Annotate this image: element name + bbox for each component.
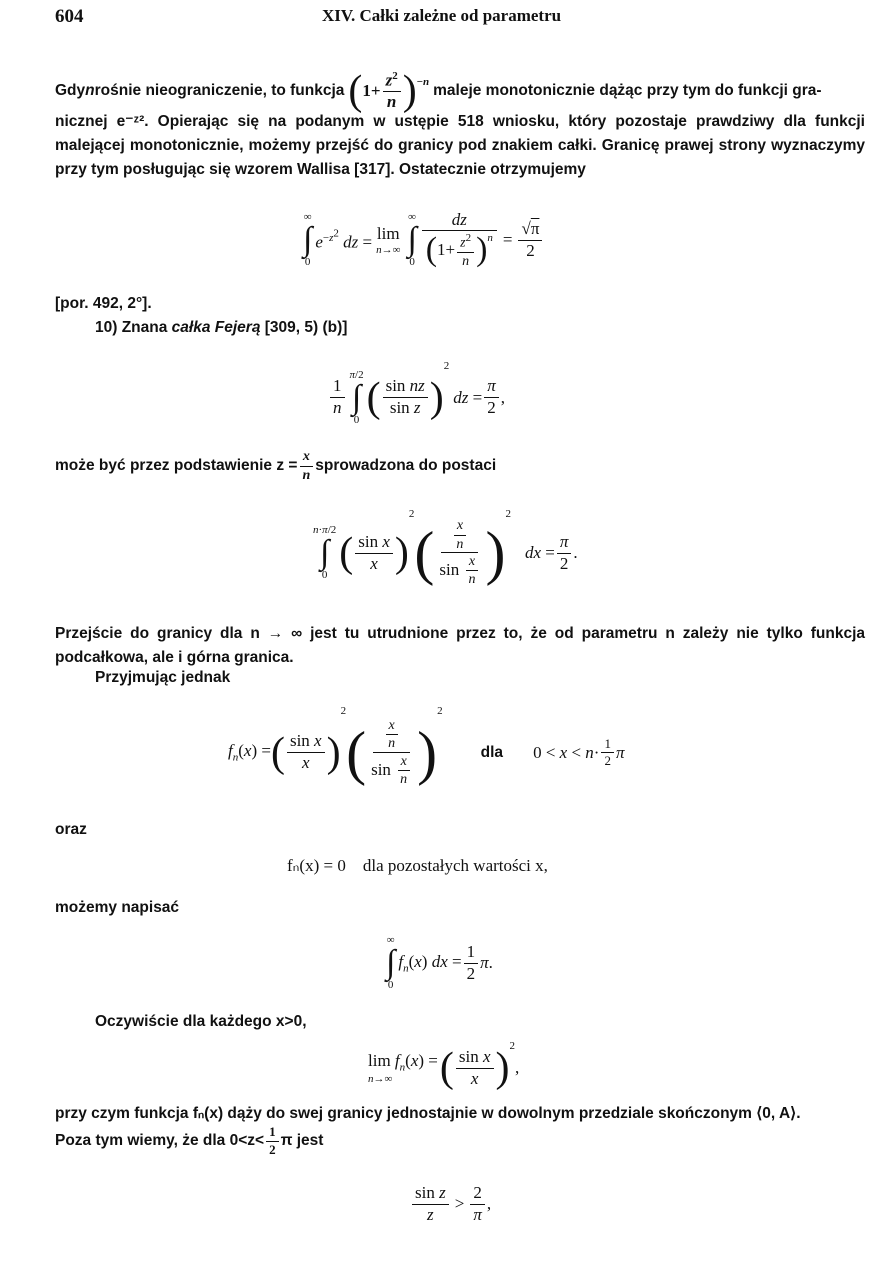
equation-fejer-integral: 1 n π/2 ∫ 0 ( sin nz sin z ) 2 dz = $\frac{\pi}{2}$ , [328,360,505,435]
equation-substituted-integral: n·π/2 ∫ 0 ( sin x x ) 2 ( $\frac{x}{n}$ sin $\frac{x}{n}$ ) 2 dx = $\frac{\pi}{2}$ . [313,508,578,588]
equation-fn-definition: $f_n(x)$ = ( sin x x ) 2 ( $\frac{x}{n}$ sin $\frac{x}{n}$ ) 2 dla 0 < x < n· 1 2 π [228,705,625,787]
substitution-line: może być przez podstawienie z = $\frac{x}{n}$ sprowadzona do postaci [55,449,497,483]
reference-492: [por. 492, 2°]. [55,295,152,312]
running-title: XIV. Całki zależne od parametru [322,6,562,25]
paragraph-1-line-1: Gdy n rośnie nieograniczenie, to funkcja ( 1+ $z^2$ n ) $^{-n}$ maleje monotonicznie dążąc przy tym do funkcji gra- [55,68,822,114]
oraz-label: oraz [55,821,87,838]
equation-gauss-integral: ∞ ∫ 0 $e^{-z^2}$ dz = lim n→∞ ∞ ∫ 0 dz ( 1+ $z^2$ n ) $^n$ = $\frac{√\pi}{2}$ [300,200,544,280]
inline-expression: ( 1+ $z^2$ n ) $^{-n}$ [348,68,430,114]
paragraph-2: Przejście do granicy dla n → ∞ jest tu utrudnione przez to, że od parametru n zależy nie tylko funkcja podcałkowa, ale i górna granica. [55,625,865,666]
equation-sin-inequality: sin z z > 2 π , [410,1178,491,1230]
page-number: 604 [55,6,84,27]
mozemy-napisac: możemy napisać [55,899,180,916]
equation-fn-zero: fₙ(x) = 0 dla pozostałych wartości x, [287,856,548,875]
oczywiscie-line: Oczywiście dla każdego x>0, [95,1013,307,1030]
equation-fn-integral: ∞ ∫ 0 $f_n(x)$ dx = $\frac{1}{2}$ π. [386,934,493,991]
paragraph-5: Poza tym wiemy, że dla 0<z< 1 2 π jest [55,1124,324,1157]
paragraph-1-rest: nicznej e⁻ᶻ². Opierając się na podanym w ustępie 518 wniosku, który pozostaje prawdziwy dla funkcji malejącej monotonicznie, możemy przejść do granicy pod znakiem całki. Granicę prawej strony wyznaczymy przy tym posługując się wzorem Wallisa [317]. Ostatecznie otrzymujemy [55,113,865,178]
item-10-heading: 10) Znana całka Fejerą [309, 5) (b)] [95,319,348,336]
equation-fn-limit: $\lim f_n(x)$ = n→∞ ( sin x x ) $^2$ , [368,1040,520,1091]
paragraph-3: Przyjmując jednak [95,669,231,686]
paragraph-4: przy czym funkcja fₙ(x) dąży do swej granicy jednostajnie w dowolnym przedziale skończonym ⟨0, A⟩. [55,1105,801,1122]
